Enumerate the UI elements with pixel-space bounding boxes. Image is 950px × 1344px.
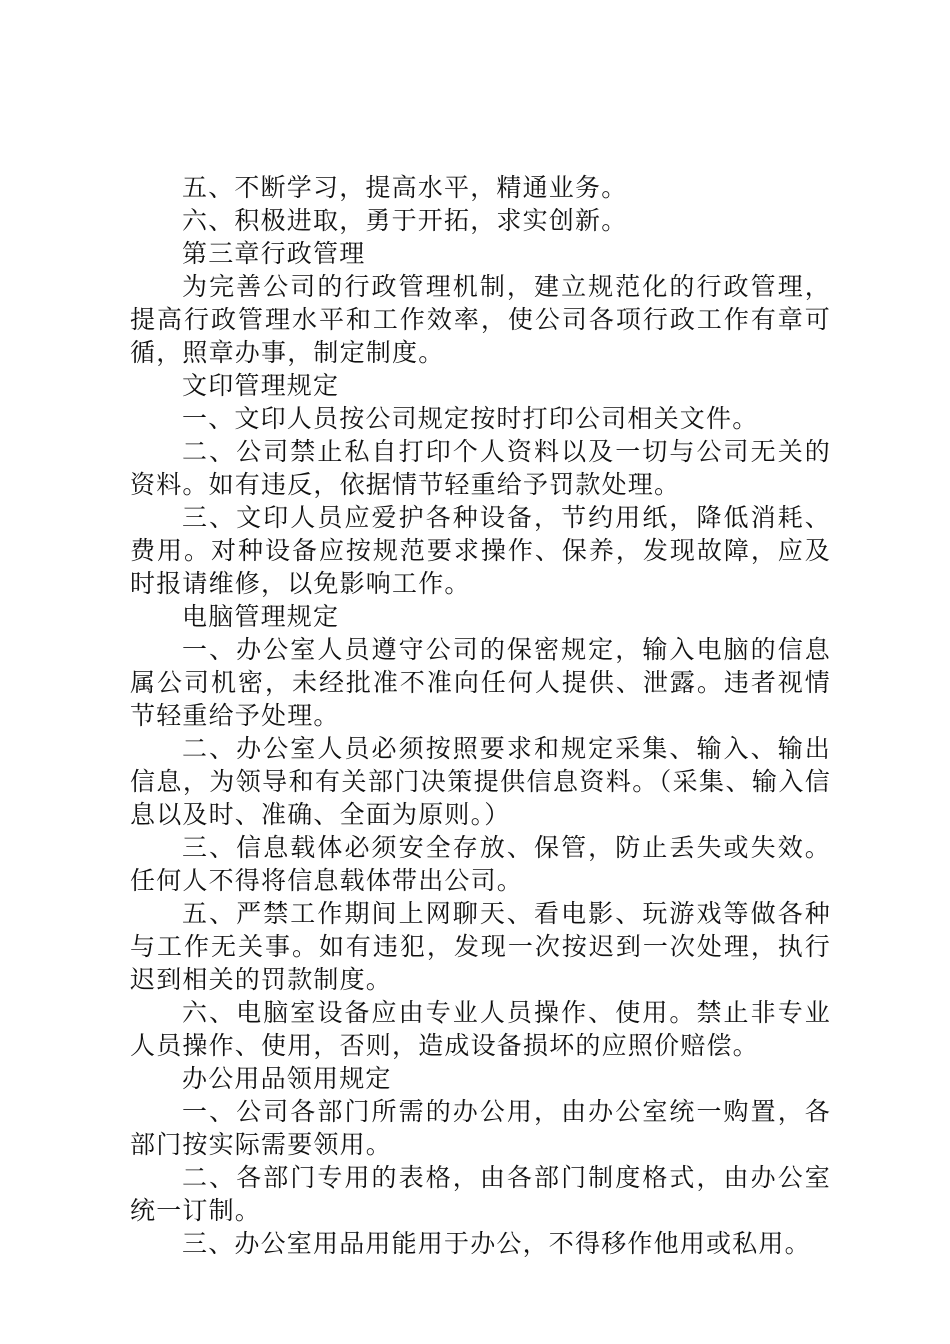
list-item: 一、办公室人员遵守公司的保密规定，输入电脑的信息属公司机密，未经批准不准向任何人提供、泄露。违者视情节轻重给予处理。 bbox=[130, 635, 831, 730]
list-item: 五、严禁工作期间上网聊天、看电影、玩游戏等做各种与工作无关事。如有违犯，发现一次按迟到一次处理，执行迟到相关的罚款制度。 bbox=[130, 899, 831, 994]
list-item: 三、信息载体必须安全存放、保管，防止丢失或失效。任何人不得将信息载体带出公司。 bbox=[130, 833, 831, 895]
list-item: 一、公司各部门所需的办公用，由办公室统一购置，各部门按实际需要领用。 bbox=[130, 1097, 831, 1159]
list-item: 二、公司禁止私自打印个人资料以及一切与公司无关的资料。如有违反，依据情节轻重给予罚款处理。 bbox=[130, 437, 831, 499]
list-item: 五、不断学习，提高水平，精通业务。 bbox=[182, 173, 628, 202]
list-item: 二、各部门专用的表格，由各部门制度格式，由办公室统一订制。 bbox=[130, 1163, 831, 1225]
list-item: 一、文印人员按公司规定按时打印公司相关文件。 bbox=[182, 404, 759, 433]
section-heading: 办公用品领用规定 bbox=[182, 1064, 392, 1093]
list-item: 六、电脑室设备应由专业人员操作、使用。禁止非专业人员操作、使用，否则，造成设备损坏的应照价赔偿。 bbox=[130, 998, 831, 1060]
body-paragraph: 为完善公司的行政管理机制，建立规范化的行政管理，提高行政管理水平和工作效率，使公司各项行政工作有章可循，照章办事，制定制度。 bbox=[130, 272, 831, 367]
list-item: 三、办公室用品用能用于办公，不得移作他用或私用。 bbox=[182, 1229, 811, 1258]
chapter-heading: 第三章行政管理 bbox=[182, 239, 366, 268]
list-item: 六、积极进取，勇于开拓，求实创新。 bbox=[182, 206, 628, 235]
list-item: 二、办公室人员必须按照要求和规定采集、输入、输出信息，为领导和有关部门决策提供信息资料。（采集、输入信息以及时、准确、全面为原则。） bbox=[130, 734, 831, 829]
document-body bbox=[130, 171, 831, 1260]
list-item: 三、文印人员应爱护各种设备，节约用纸，降低消耗、费用。对种设备应按规范要求操作、保养，发现故障，应及时报请维修，以免影响工作。 bbox=[130, 503, 831, 598]
section-heading: 电脑管理规定 bbox=[182, 602, 340, 631]
section-heading: 文印管理规定 bbox=[182, 371, 340, 400]
